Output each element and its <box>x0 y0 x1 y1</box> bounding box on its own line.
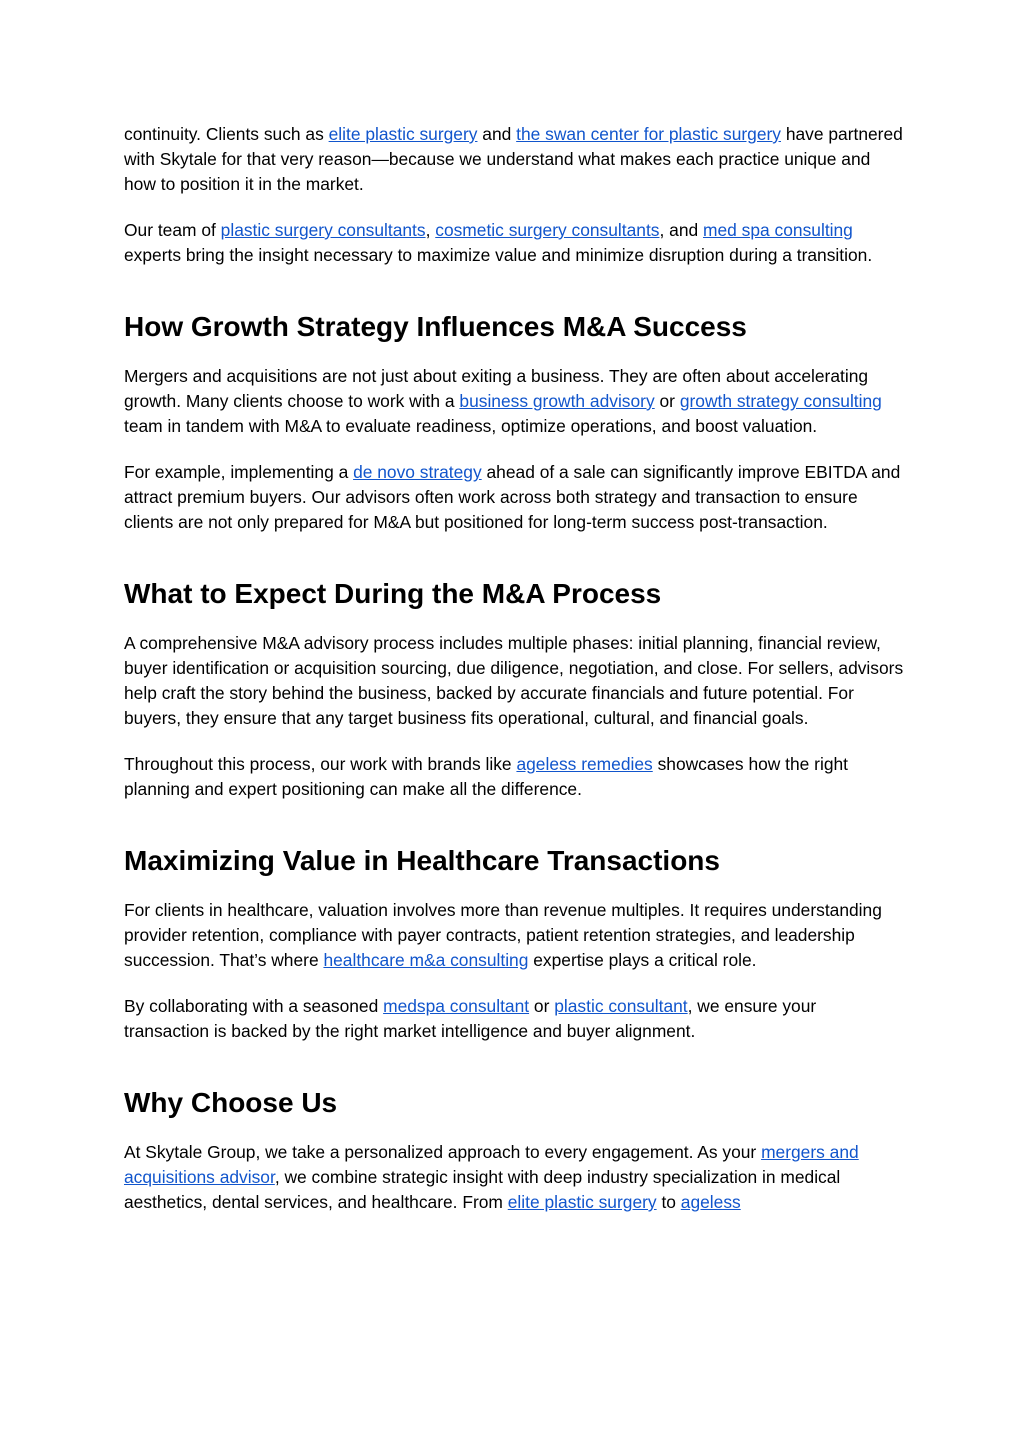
text-segment: For clients in healthcare, valuation involves more than revenue multiples. It requires understanding provider retention, compliance with payer contracts, patient retention strategies, and leadership succession. That’s where <box>124 900 882 970</box>
link-business-growth-advisory[interactable]: business growth advisory <box>459 391 655 411</box>
heading-healthcare-transactions: Maximizing Value in Healthcare Transactions <box>124 845 720 876</box>
text-segment: , we ensure your transaction is backed by the right market intelligence and buyer alignment. <box>124 996 817 1041</box>
text-segment: have partnered with Skytale for that very reason—because we understand what makes each practice unique and how to position it in the market. <box>124 124 903 194</box>
link-elite-plastic-surgery-2[interactable]: elite plastic surgery <box>507 1192 657 1212</box>
link-swan-center[interactable]: the swan center for plastic surgery <box>516 124 781 144</box>
text-segment: At Skytale Group, we take a personalized approach to every engagement. As your <box>124 1142 762 1162</box>
text-segment: experts bring the insight necessary to maximize value and minimize disruption during a transition. <box>124 245 873 265</box>
heading-ma-process: What to Expect During the M&A Process <box>124 578 662 609</box>
paragraph-our-team <box>124 218 904 268</box>
text-segment: or <box>529 996 555 1016</box>
text-segment: continuity. Clients such as <box>124 124 329 144</box>
text-segment: and <box>477 124 517 144</box>
text-segment: , we combine strategic insight with deep industry specialization in medical aesthetics, dental services, and healthcare. From <box>124 1167 841 1212</box>
text-segment: A comprehensive M&A advisory process includes multiple phases: initial planning, financial review, buyer identification or acquisition sourcing, due diligence, negotiation, and close. For sellers, advisors help craft the story behind the business, backed by accurate financials and future potential. For buyers, they ensure that any target business fits operational, cultural, and financial goals. <box>124 633 904 728</box>
text-segment: , <box>425 220 436 240</box>
link-medspa-consultant[interactable]: medspa consultant <box>383 996 530 1016</box>
paragraph-skytale-approach <box>124 1140 904 1215</box>
link-plastic-surgery-consultants[interactable]: plastic surgery consultants <box>220 220 426 240</box>
heading-why-choose-us: Why Choose Us <box>124 1087 338 1118</box>
link-healthcare-ma-consulting[interactable]: healthcare m&a consulting <box>323 950 529 970</box>
paragraph-ma-phases <box>124 631 904 731</box>
text-segment: showcases how the right planning and expert positioning can make all the difference. <box>124 754 849 799</box>
link-growth-strategy-consulting[interactable]: growth strategy consulting <box>679 391 882 411</box>
text-segment: For example, implementing a <box>124 462 354 482</box>
text-segment: , and <box>659 220 704 240</box>
link-plastic-consultant[interactable]: plastic consultant <box>554 996 688 1016</box>
heading-growth-strategy: How Growth Strategy Influences M&A Success <box>124 311 747 342</box>
paragraph-skytale-partners <box>124 122 904 197</box>
link-ageless[interactable]: ageless <box>680 1192 741 1212</box>
text-segment: Throughout this process, our work with brands like <box>124 754 517 774</box>
text-segment: By collaborating with a seasoned <box>124 996 384 1016</box>
document-body <box>124 122 904 1236</box>
paragraph-mergers-growth <box>124 364 904 439</box>
paragraph-ageless-remedies <box>124 752 904 802</box>
link-med-spa-consulting[interactable]: med spa consulting <box>703 220 853 240</box>
paragraph-de-novo <box>124 460 904 535</box>
link-de-novo-strategy[interactable]: de novo strategy <box>353 462 482 482</box>
text-segment: to <box>656 1192 681 1212</box>
link-ageless-remedies[interactable]: ageless remedies <box>516 754 653 774</box>
link-elite-plastic-surgery[interactable]: elite plastic surgery <box>328 124 478 144</box>
text-segment: expertise plays a critical role. <box>528 950 757 970</box>
paragraph-healthcare-valuation <box>124 898 904 973</box>
text-segment: Our team of <box>124 220 221 240</box>
text-segment: team in tandem with M&A to evaluate readiness, optimize operations, and boost valuation. <box>124 416 818 436</box>
paragraph-medspa-consultant <box>124 994 904 1044</box>
text-segment: ahead of a sale can significantly improve EBITDA and attract premium buyers. Our advisors often work across both strategy and transaction to ensure clients are not only prepared for M&A but positioned for long-term success post-transaction. <box>124 462 901 532</box>
link-cosmetic-surgery-consultants[interactable]: cosmetic surgery consultants <box>435 220 660 240</box>
text-segment: Mergers and acquisitions are not just about exiting a business. They are often about accelerating growth. Many clients choose to work with a <box>124 366 869 411</box>
link-mergers-acquisitions-advisor[interactable]: mergers and acquisitions advisor <box>124 1142 859 1187</box>
text-segment: or <box>654 391 680 411</box>
